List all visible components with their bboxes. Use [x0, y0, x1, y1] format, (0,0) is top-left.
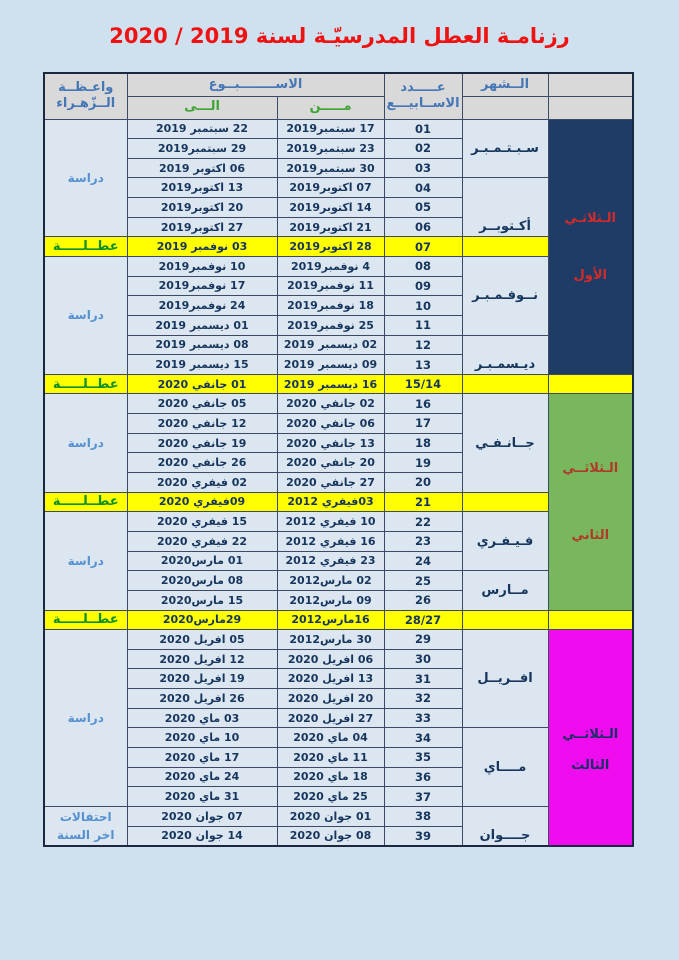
date-from-cell: 13 افريل 2020	[277, 669, 384, 689]
holiday-week-row	[44, 374, 633, 394]
date-from-cell: 20 جانفي 2020	[277, 453, 384, 473]
celebration-line1: احتفالات	[59, 809, 112, 824]
date-to-cell: 14 جوان 2020	[127, 826, 277, 846]
date-from-cell: 08 جوان 2020	[277, 826, 384, 846]
date-from-cell: 21 اكتوبر2019	[277, 217, 384, 237]
week-number-cell: 30	[384, 649, 462, 669]
date-from-cell: 02 مارس2012	[277, 571, 384, 591]
date-from-cell: 23 سبتمبر2019	[277, 139, 384, 159]
notes-holiday-cell: عطــلـــــة	[44, 610, 127, 630]
weeks-count-header-line2: الاســابيـــع	[386, 96, 460, 112]
date-to-cell: 03 ماي 2020	[127, 708, 277, 728]
date-to-cell: 10 نوفمبر2019	[127, 256, 277, 276]
trimester-strip	[548, 630, 633, 846]
month-cell: جــانـفـي	[462, 394, 548, 492]
week-number-cell: 11	[384, 315, 462, 335]
date-from-cell: 20 افريل 2020	[277, 689, 384, 709]
date-to-cell: 22 سبتمبر 2019	[127, 119, 277, 139]
weeks-count-header-line1: عـــــدد	[400, 80, 446, 95]
date-from-cell: 06 جانفي 2020	[277, 414, 384, 434]
from-header: مـــــن	[277, 96, 384, 119]
trimester-header-cell-2	[548, 96, 633, 119]
notes-study-cell: دراسة	[44, 119, 127, 237]
date-from-cell: 10 فيفري 2012	[277, 512, 384, 532]
week-number-cell: 18	[384, 433, 462, 453]
date-to-cell: 03 نوفمبر 2019	[127, 237, 277, 257]
date-to-cell: 26 افريل 2020	[127, 689, 277, 709]
date-from-cell: 16 فيفري 2012	[277, 531, 384, 551]
date-from-cell: 23 فيفري 2012	[277, 551, 384, 571]
week-number-cell: 32	[384, 689, 462, 709]
date-from-cell: 30 سبتمبر2019	[277, 158, 384, 178]
week-row	[44, 630, 633, 650]
week-number-cell: 10	[384, 296, 462, 316]
week-number-cell: 04	[384, 178, 462, 198]
trimester-label-line1: الـثلاثــي	[562, 460, 619, 476]
month-cell: مــارس	[462, 571, 548, 610]
date-to-cell: 17 نوفمبر2019	[127, 276, 277, 296]
header-row-1	[44, 73, 633, 96]
week-number-cell: 15/14	[384, 374, 462, 394]
week-number-cell: 22	[384, 512, 462, 532]
week-number-cell: 17	[384, 414, 462, 434]
date-from-cell: 18 نوفمبر2019	[277, 296, 384, 316]
date-from-cell: 09 ديسمبر 2019	[277, 355, 384, 375]
header-row-2	[44, 96, 633, 119]
date-from-cell: 4 نوفمبر2019	[277, 256, 384, 276]
month-cell: ديـسمـبـر	[462, 335, 548, 374]
date-to-cell: 24 نوفمبر2019	[127, 296, 277, 316]
date-to-cell: 31 ماي 2020	[127, 787, 277, 807]
week-row	[44, 178, 633, 198]
date-from-cell: 14 اكتوبر2019	[277, 198, 384, 218]
date-to-cell: 15 ديسمبر 2019	[127, 355, 277, 375]
notes-study-cell: دراسة	[44, 256, 127, 374]
month-cell: أكـتوبــر	[462, 178, 548, 237]
week-number-cell: 06	[384, 217, 462, 237]
date-from-cell: 16مارس2012	[277, 610, 384, 630]
date-to-cell: 29مارس2020	[127, 610, 277, 630]
weeks-count-header	[384, 73, 462, 119]
date-to-cell: 15 مارس2020	[127, 590, 277, 610]
trimester-header-cell	[548, 73, 633, 96]
trimester-label-line2: الثاني	[571, 527, 610, 543]
date-to-cell: 01 ديسمبر 2019	[127, 315, 277, 335]
page-title: رزنامـة العطل المدرسيّـة لسنة 2019 / 2020	[109, 24, 570, 48]
week-row	[44, 806, 633, 826]
date-from-cell: 02 جانفي 2020	[277, 394, 384, 414]
week-number-cell: 38	[384, 806, 462, 826]
date-to-cell: 22 فيفري 2020	[127, 531, 277, 551]
trimester-label-line2: الأول	[573, 267, 608, 283]
date-from-cell: 03فيفري 2012	[277, 492, 384, 512]
week-number-cell: 25	[384, 571, 462, 591]
date-from-cell: 11 نوفمبر2019	[277, 276, 384, 296]
date-to-cell: 12 افريل 2020	[127, 649, 277, 669]
week-number-cell: 24	[384, 551, 462, 571]
week-header: الاســــــــبــوع	[127, 73, 384, 96]
notes-study-cell: دراسة	[44, 630, 127, 807]
holiday-week-row	[44, 610, 633, 630]
date-to-cell: 09فيفري 2020	[127, 492, 277, 512]
date-to-cell: 08 مارس2020	[127, 571, 277, 591]
week-number-cell: 26	[384, 590, 462, 610]
week-number-cell: 29	[384, 630, 462, 650]
date-from-cell: 27 جانفي 2020	[277, 473, 384, 493]
date-from-cell: 25 نوفمبر2019	[277, 315, 384, 335]
date-to-cell: 01 جانفي 2020	[127, 374, 277, 394]
date-from-cell: 17 سبتمبر2019	[277, 119, 384, 139]
date-to-cell: 20 اكتوبر2019	[127, 198, 277, 218]
week-number-cell: 05	[384, 198, 462, 218]
date-to-cell: 01 مارس2020	[127, 551, 277, 571]
notes-study-cell: دراسة	[44, 512, 127, 610]
month-cell-empty	[462, 374, 548, 394]
month-header-2	[462, 96, 548, 119]
week-number-cell: 03	[384, 158, 462, 178]
date-from-cell: 11 ماي 2020	[277, 748, 384, 768]
week-number-cell: 34	[384, 728, 462, 748]
week-number-cell: 37	[384, 787, 462, 807]
month-cell: جــــوان	[462, 806, 548, 845]
date-to-cell: 17 ماي 2020	[127, 748, 277, 768]
week-row	[44, 728, 633, 748]
date-from-cell: 06 افريل 2020	[277, 649, 384, 669]
week-number-cell: 07	[384, 237, 462, 257]
table-header	[44, 73, 633, 119]
notes-header-line1: واعـظــة	[58, 80, 114, 95]
week-number-cell: 21	[384, 492, 462, 512]
week-number-cell: 08	[384, 256, 462, 276]
trimester-strip-holiday-gap	[548, 610, 633, 630]
notes-holiday-cell: عطــلـــــة	[44, 374, 127, 394]
date-from-cell: 04 ماي 2020	[277, 728, 384, 748]
date-from-cell: 02 ديسمبر 2019	[277, 335, 384, 355]
notes-holiday-cell: عطــلـــــة	[44, 237, 127, 257]
notes-header-line2: الــزّهـراء	[56, 96, 116, 112]
date-from-cell: 09 مارس2012	[277, 590, 384, 610]
date-to-cell: 02 فيفري 2020	[127, 473, 277, 493]
month-cell: مــــاي	[462, 728, 548, 807]
date-to-cell: 26 جانفي 2020	[127, 453, 277, 473]
celebration-line2: اخر السنة	[57, 827, 115, 842]
date-from-cell: 25 ماي 2020	[277, 787, 384, 807]
week-number-cell: 09	[384, 276, 462, 296]
date-to-cell: 19 جانفي 2020	[127, 433, 277, 453]
date-to-cell: 07 جوان 2020	[127, 806, 277, 826]
to-header: الـــى	[127, 96, 277, 119]
week-number-cell: 13	[384, 355, 462, 375]
month-cell-empty	[462, 237, 548, 257]
calendar-body	[44, 119, 633, 846]
date-from-cell: 27 افريل 2020	[277, 708, 384, 728]
notes-study-cell: دراسة	[44, 394, 127, 492]
week-number-cell: 01	[384, 119, 462, 139]
month-cell-empty	[462, 610, 548, 630]
date-to-cell: 05 جانفي 2020	[127, 394, 277, 414]
date-from-cell: 01 جوان 2020	[277, 806, 384, 826]
week-number-cell: 33	[384, 708, 462, 728]
week-row	[44, 119, 633, 139]
date-from-cell: 07 اكتوبر2019	[277, 178, 384, 198]
week-row	[44, 335, 633, 355]
date-from-cell: 30 مارس2012	[277, 630, 384, 650]
month-cell: سـبـتـمـبـر	[462, 119, 548, 178]
date-to-cell: 08 ديسمبر 2019	[127, 335, 277, 355]
month-cell-empty	[462, 492, 548, 512]
month-cell: افــريــل	[462, 630, 548, 728]
notes-holiday-cell: عطــلـــــة	[44, 492, 127, 512]
school-calendar-table	[43, 72, 634, 847]
week-number-cell: 20	[384, 473, 462, 493]
trimester-label-line1: الـثلاثـي	[564, 210, 616, 226]
trimester-strip	[548, 394, 633, 610]
month-cell: نــوفـمـبـر	[462, 256, 548, 335]
trimester-label-line1: الـثلاثــي	[562, 727, 619, 743]
date-to-cell: 24 ماي 2020	[127, 767, 277, 787]
week-number-cell: 35	[384, 748, 462, 768]
date-to-cell: 10 ماي 2020	[127, 728, 277, 748]
week-number-cell: 28/27	[384, 610, 462, 630]
week-number-cell: 31	[384, 669, 462, 689]
week-row	[44, 571, 633, 591]
week-number-cell: 39	[384, 826, 462, 846]
holiday-week-row	[44, 492, 633, 512]
notes-header	[44, 73, 127, 119]
date-from-cell: 28 اكتوبر2019	[277, 237, 384, 257]
date-to-cell: 19 افريل 2020	[127, 669, 277, 689]
week-number-cell: 23	[384, 531, 462, 551]
date-from-cell: 13 جانفي 2020	[277, 433, 384, 453]
date-from-cell: 16 ديسمبر 2019	[277, 374, 384, 394]
date-to-cell: 13 اكتوبر2019	[127, 178, 277, 198]
trimester-label-line2: الثالث	[571, 758, 610, 774]
week-number-cell: 36	[384, 767, 462, 787]
week-row	[44, 256, 633, 276]
date-to-cell: 06 اكتوبر 2019	[127, 158, 277, 178]
trimester-strip	[548, 119, 633, 374]
week-number-cell: 19	[384, 453, 462, 473]
date-to-cell: 05 افريل 2020	[127, 630, 277, 650]
trimester-strip-holiday-gap	[548, 374, 633, 394]
date-from-cell: 18 ماي 2020	[277, 767, 384, 787]
notes-celebration-cell	[44, 806, 127, 845]
month-header: الــشهر	[462, 73, 548, 96]
date-to-cell: 27 اكتوبر2019	[127, 217, 277, 237]
week-number-cell: 12	[384, 335, 462, 355]
holiday-week-row	[44, 237, 633, 257]
date-to-cell: 15 فيفري 2020	[127, 512, 277, 532]
month-cell: فـيـفـري	[462, 512, 548, 571]
date-to-cell: 29 سبتمبر2019	[127, 139, 277, 159]
week-row	[44, 394, 633, 414]
week-number-cell: 16	[384, 394, 462, 414]
week-number-cell: 02	[384, 139, 462, 159]
date-to-cell: 12 جانفي 2020	[127, 414, 277, 434]
week-row	[44, 512, 633, 532]
